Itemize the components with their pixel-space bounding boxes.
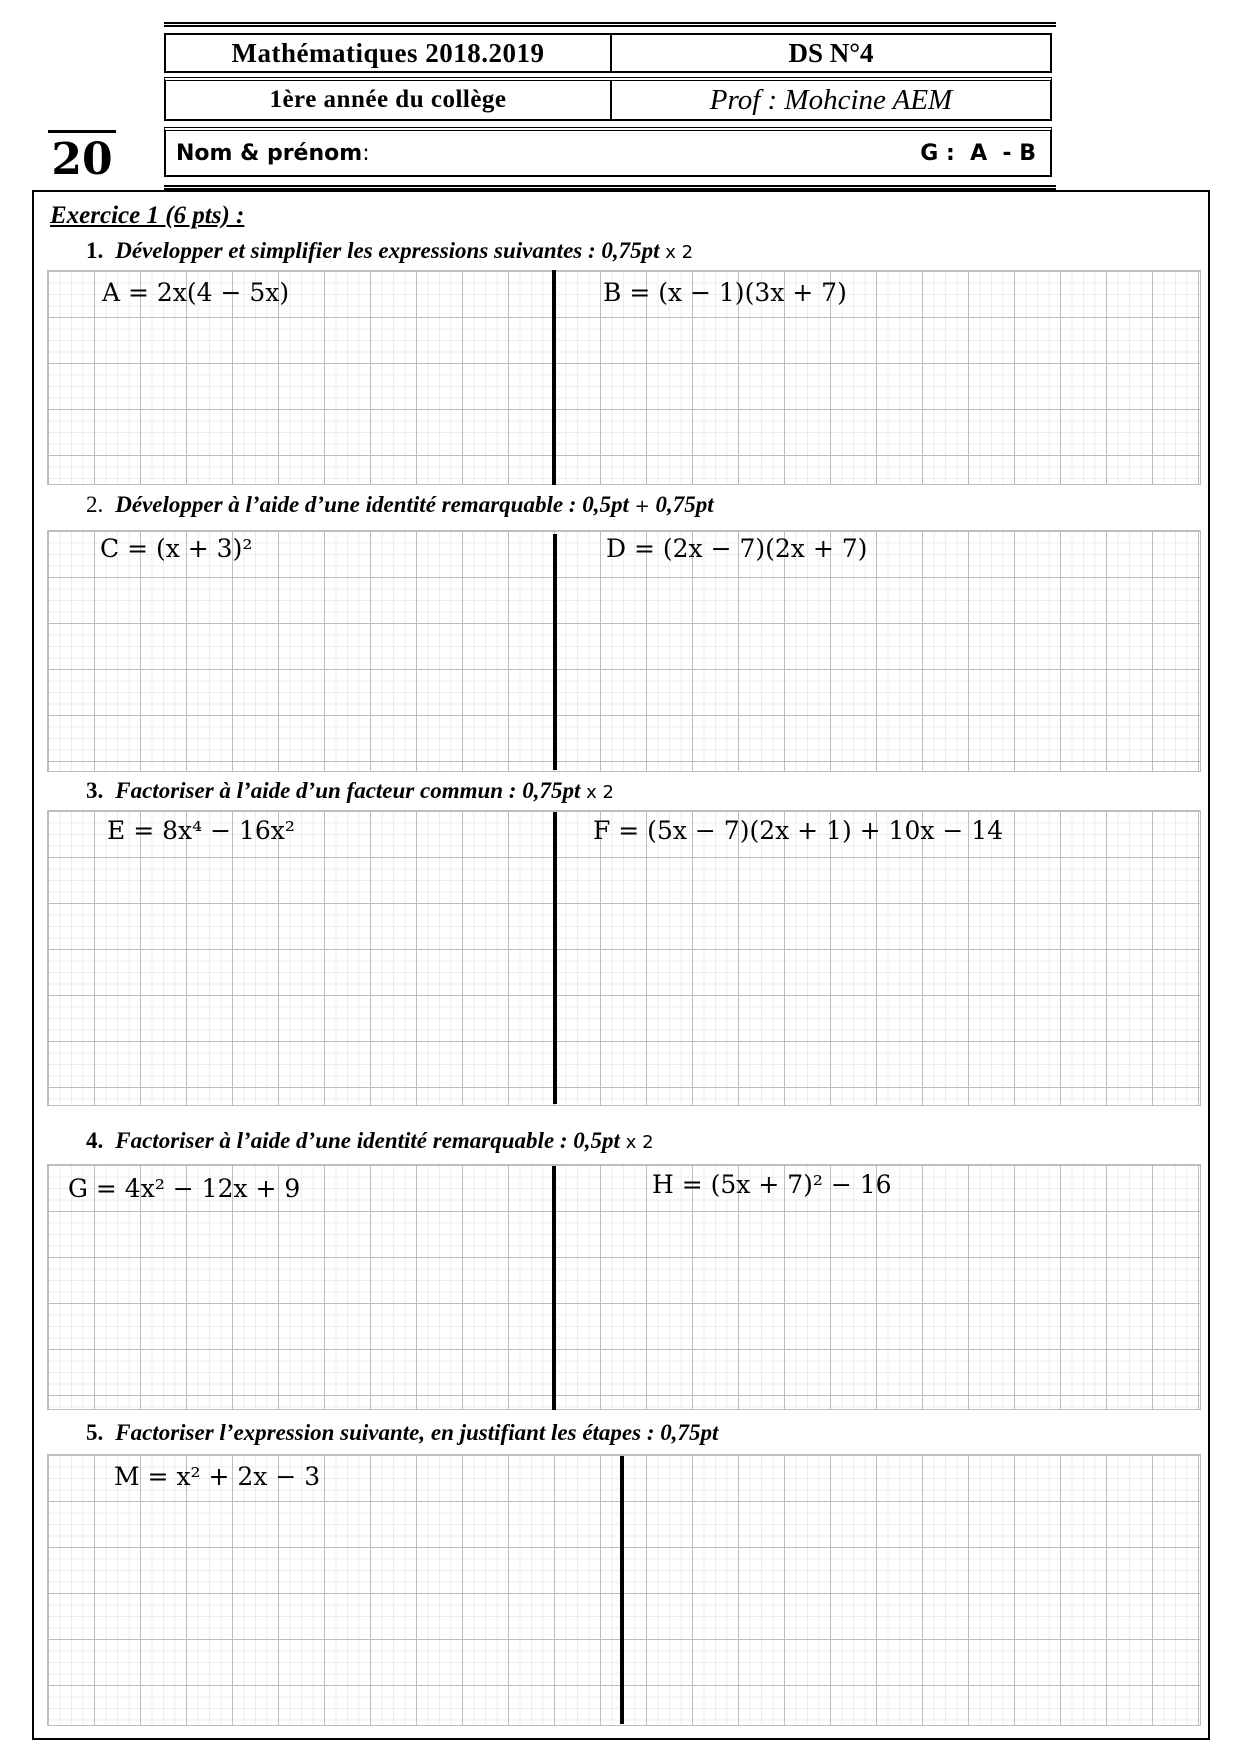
exam-number: DS N°4 [788, 37, 874, 68]
question-number: 3. [86, 778, 104, 803]
student-name-field[interactable] [176, 131, 576, 175]
question-number: 4. [86, 1128, 104, 1153]
expression-A: A = 2x(4 − 5x) [102, 278, 290, 307]
question-number: 5. [86, 1420, 104, 1445]
answer-grid-3[interactable] [47, 810, 1201, 1106]
column-divider [620, 1456, 624, 1724]
school-level: 1ère année du collège [166, 81, 612, 119]
teacher-name: Prof : Mohcine AEM [709, 83, 953, 116]
subject-title: Mathématiques 2018.2019 [166, 35, 612, 71]
column-divider [553, 534, 557, 770]
question-5-instruction [86, 1420, 718, 1446]
expression-C: C = (x + 3)² [100, 534, 253, 563]
expression-H: H = (5x + 7)² − 16 [652, 1170, 892, 1199]
expression-B: B = (x − 1)(3x + 7) [603, 278, 847, 307]
student-name-label: Nom & prénom [176, 140, 363, 166]
points-multiplier: x 2 [625, 1132, 654, 1153]
question-1-instruction [86, 238, 693, 264]
question-2-instruction [86, 492, 714, 518]
points-tail: 0,75pt [655, 492, 714, 517]
question-number: 2. [86, 492, 104, 517]
header-row-3 [164, 127, 1052, 177]
header-row-1 [164, 33, 1052, 73]
question-4-instruction [86, 1128, 654, 1154]
question-text: Développer et simplifier les expressions suivantes : 0,75pt [115, 238, 660, 263]
group-label: G : A - B [920, 140, 1036, 166]
question-number: 1. [86, 238, 104, 263]
question-text: Factoriser l’expression suivante, en justifiant les étapes : 0,75pt [115, 1420, 719, 1445]
question-text: Factoriser à l’aide d’un facteur commun : 0,75pt [115, 778, 581, 803]
question-text: Développer à l’aide d’une identité remarquable : 0,5pt [115, 492, 629, 517]
student-name-colon: : [362, 140, 370, 166]
exam-header [164, 22, 1056, 190]
expression-G: G = 4x² − 12x + 9 [68, 1174, 301, 1203]
points-multiplier: x 2 [665, 242, 694, 263]
answer-grid-2[interactable] [47, 530, 1201, 772]
expression-M: M = x² + 2x − 3 [114, 1462, 321, 1491]
header-row-2 [164, 77, 1052, 121]
question-text: Factoriser à l’aide d’une identité remarquable : 0,5pt [115, 1128, 620, 1153]
question-3-instruction [86, 778, 614, 804]
column-divider [553, 812, 557, 1104]
expression-D: D = (2x − 7)(2x + 7) [606, 534, 868, 563]
points-multiplier: x 2 [586, 782, 614, 803]
column-divider [552, 1166, 556, 1410]
points-plus: + [634, 496, 650, 517]
expression-F: F = (5x − 7)(2x + 1) + 10x − 14 [593, 816, 1004, 845]
expression-E: E = 8x⁴ − 16x² [107, 816, 295, 845]
exercise-title: Exercice 1 (6 pts) : [50, 202, 245, 229]
answer-grid-5[interactable] [47, 1454, 1201, 1726]
total-score: 20 [48, 130, 116, 187]
column-divider [552, 270, 556, 485]
